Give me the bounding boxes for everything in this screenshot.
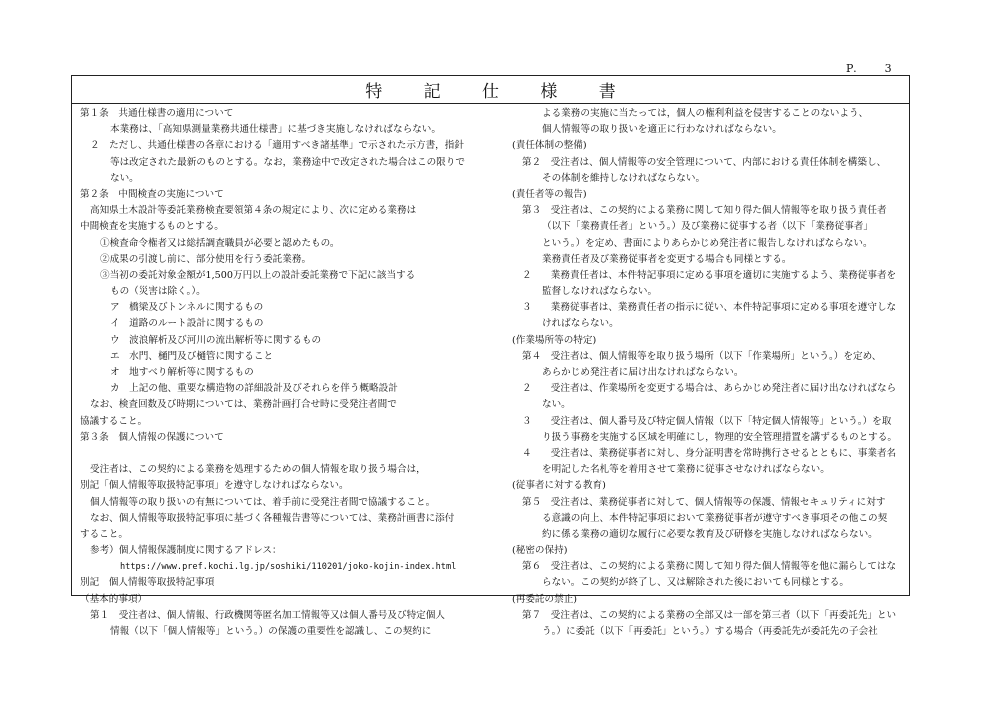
text-line: ない。 (542, 399, 571, 411)
text-line: ２ 受注者は、作業場所を変更する場合は、あらかじめ発注者に届け出なければなら (522, 383, 897, 395)
document-frame (71, 75, 910, 637)
text-line: 第６ 受注者は、この契約による業務に関して知り得た個人情報等を他に漏らしてはな (522, 561, 897, 573)
text-line: ない。 (110, 172, 139, 184)
text-line: 等は改定された最新のものとする。なお，業務途中で改定された場合はこの限りで (110, 156, 465, 168)
text-line: ①検査命令権者又は総括調査職員が必要と認めたもの。 (100, 237, 340, 249)
text-line: ア 橋梁及びトンネルに関するもの (110, 302, 264, 314)
text-line: る意識の向上、本件特記事項において業務従事者が遵守すべき事項その他この契 (542, 512, 888, 524)
text-line: 個人情報等の取り扱いを適正に行わなければならない。 (542, 124, 782, 136)
text-line: う。）に委託（以下「再委託」という。）する場合（再委託先が委託先の子会社 (542, 626, 878, 637)
text-line: 第３条 個人情報の保護について (80, 431, 224, 443)
text-line: 情報（以下「個人情報等」という。）の保護の重要性を認識し、この契約に (110, 626, 432, 637)
text-line: 受注者は、この契約による業務を処理するための個人情報を取り扱う場合は， (90, 464, 426, 476)
title-row (72, 76, 909, 104)
text-line: 参考）個人情報保護制度に関するアドレス： (90, 545, 282, 557)
text-line: らない。この契約が終了し、又は解除された後においても同様とする。 (542, 577, 849, 589)
text-line: 第３ 受注者は、この契約による業務に関して知り得た個人情報等を取り扱う責任者 (522, 205, 887, 217)
text-line: (責任体制の整備) (512, 140, 587, 152)
text-line: すること。 (80, 528, 128, 540)
text-line: ３ 業務従事者は、業務責任者の指示に従い、本件特記事項に定める事項を遵守しな (522, 302, 897, 314)
text-line: 高知県土木設計等委託業務検査要領第４条の規定により、次に定める業務は (90, 205, 417, 217)
text-line: (作業場所等の特定) (512, 334, 597, 346)
text-line: 第４ 受注者は、個人情報等を取り扱う場所（以下「作業場所」という。）を定め、 (522, 350, 882, 362)
text-line: 第２ 受注者は、個人情報等の安全管理について、内部における責任体制を構築し、 (522, 156, 887, 168)
text-line: 別記「個人情報等取扱特記事項」を遵守しなければならない。 (80, 480, 349, 492)
text-line: ③当初の委託対象金額が1,500万円以上の設計委託業務で下記に該当する (100, 269, 416, 281)
text-line: 第１ 受注者は、個人情報、行政機関等匿名加工情報等又は個人番号及び特定個人 (90, 609, 445, 621)
text-line: エ 水門、樋門及び樋管に関すること (110, 350, 274, 362)
text-line: ４ 受注者は、業務従事者に対し、身分証明書を常時携行させるとともに、事業者名 (522, 447, 897, 459)
text-line: 監督しなければならない。 (542, 286, 658, 298)
text-line: 約に係る業務の適切な履行に必要な教育及び研修を実施しなければならない。 (542, 528, 878, 540)
text-line: を明記した名札等を着用させて業務に従事させなければならない。 (542, 464, 830, 476)
text-line: なお、個人情報等取扱特記事項に基づく各種報告書等については、業務計画書に添付 (90, 512, 455, 524)
text-line: その体制を維持しなければならない。 (542, 172, 706, 184)
text-line: 中間検査を実施するものとする。 (80, 221, 224, 233)
text-line: 業務責任者及び業務従事者を変更する場合も同様とする。 (542, 253, 792, 265)
text-line: よる業務の実施に当たっては，個人の権利利益を侵害することのないよう、 (542, 108, 869, 119)
text-line: ウ 波浪解析及び河川の流出解析等に関するもの (110, 334, 322, 346)
right-column (512, 106, 907, 640)
text-line: ２ ただし、共通仕様書の各章における「適用すべき諸基準」で示された示方書，指針 (90, 140, 464, 152)
text-line (80, 446, 500, 462)
document-title: 特 記 仕 様 書 (365, 82, 634, 102)
text-line: オ 地すべり解析等に関するもの (110, 367, 254, 378)
text-line: カ 上記の他、重要な構造物の詳細設計及びそれらを伴う概略設計 (110, 383, 398, 395)
text-line: ２ 業務責任者は、本件特記事項に定める事項を適切に実施するよう、業務従事者を (522, 269, 897, 281)
text-line: という。）を定め、書面によりあらかじめ発注者に報告しなければならない。 (542, 237, 873, 249)
text-line: （以下「業務責任者」という。）及び業務に従事する者（以下「業務従事者」 (542, 221, 873, 233)
text-line: 第１条 共通仕様書の適用について (80, 108, 234, 119)
text-line: (従事者に対する教育) (512, 480, 606, 492)
text-line: 第５ 受注者は、業務従事者に対して、個人情報等の保護、情報セキュリティに対す (522, 496, 886, 508)
page-number: P. 3 (846, 62, 894, 75)
text-line: 第７ 受注者は、この契約による業務の全部又は一部を第三者（以下「再委託先」とい (522, 609, 897, 621)
reference-url: https://www.pref.kochi.lg.jp/soshiki/110201/joko-kojin-index.html (120, 562, 457, 573)
text-line: (再委託の禁止) (512, 593, 578, 605)
text-line: 第２条 中間検査の実施について (80, 188, 224, 200)
text-line: もの（災害は除く。）。 (110, 286, 206, 298)
text-line: (責任者等の報告) (512, 188, 587, 200)
text-line: イ 道路のルート設計に関するもの (110, 318, 264, 330)
text-line: ３ 受注者は、個人番号及び特定個人情報（以下「特定個人情報等」という。）を取 (522, 415, 892, 427)
text-line: 本業務は、「高知県測量業務共通仕様書」に基づき実施しなければならない。 (110, 124, 441, 136)
left-column (80, 106, 500, 640)
text-line: あらかじめ発注者に届け出なければならない。 (542, 367, 744, 378)
text-line: (秘密の保持) (512, 545, 568, 557)
text-line: （基本的事項） (80, 593, 148, 605)
text-line: なお、検査回数及び時期については、業務計画打合せ時に受発注者間で (90, 399, 397, 411)
text-line: 協議すること。 (80, 415, 148, 427)
text-line: ければならない。 (542, 318, 619, 330)
text-line: ②成果の引渡し前に、部分使用を行う委託業務。 (100, 253, 312, 265)
text-line: り扱う事務を実施する区域を明確にし，物理的安全管理措置を講ずるものとする。 (542, 431, 897, 443)
text-line: 別記 個人情報等取扱特記事項 (80, 577, 215, 589)
text-line: 個人情報等の取り扱いの有無については、着手前に受発注者間で協議すること。 (90, 496, 436, 508)
